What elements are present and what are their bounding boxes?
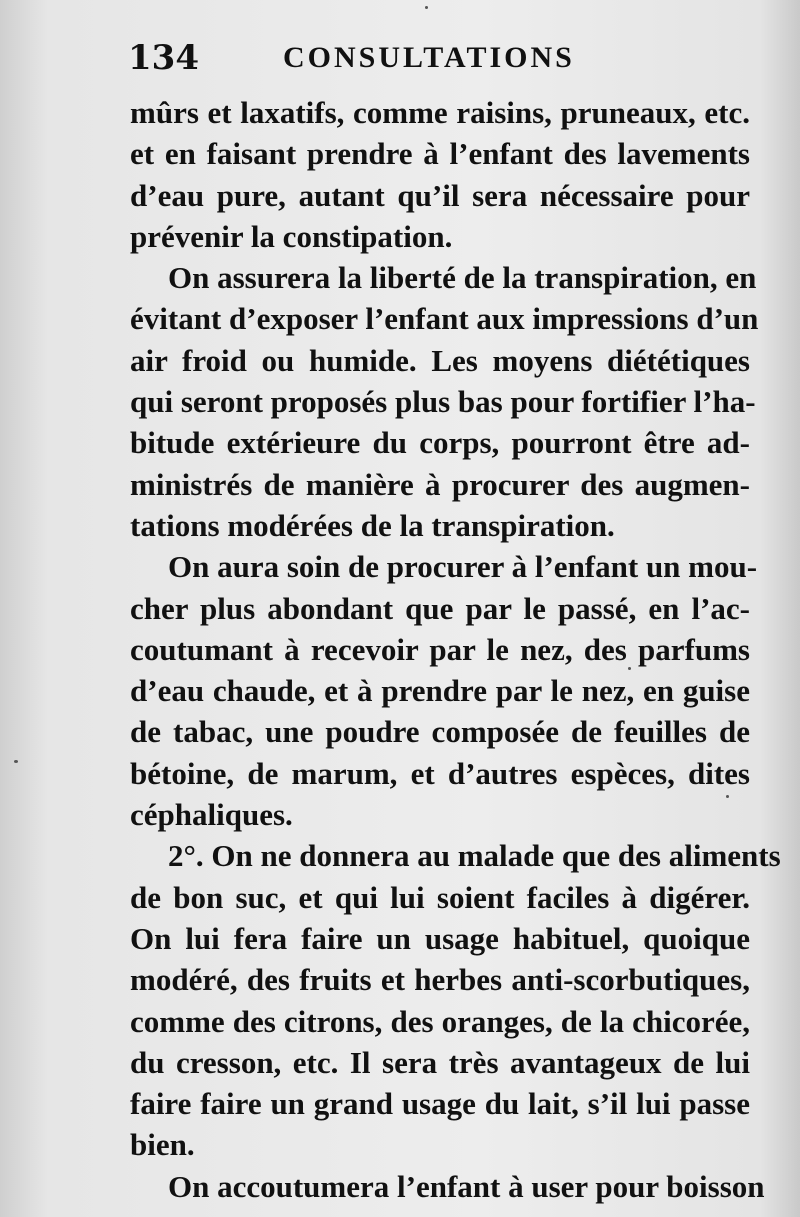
text-line: On accoutumera l’enfant à user pour boisson <box>168 1168 765 1204</box>
text-line: qui seront proposés plus bas pour fortifier l’ha- <box>130 384 756 420</box>
text-line: et en faisant prendre à l’enfant des lavements <box>130 136 750 172</box>
text-line: air froid ou humide. Les moyens diététiques <box>130 342 750 378</box>
text-line: 2°. On ne donnera au malade que des aliments <box>168 838 781 874</box>
text-line: On assurera la liberté de la transpiration, en <box>168 260 757 296</box>
ink-speck <box>726 795 729 798</box>
text-line: comme des citrons, des oranges, de la chicorée, <box>130 1003 750 1039</box>
page-number: 134 <box>128 38 199 78</box>
text-line: prévenir la constipation. <box>130 218 453 254</box>
text-line: On lui fera faire un usage habituel, quoique <box>130 920 750 956</box>
text-line: bien. <box>130 1127 195 1163</box>
text-line: On aura soin de procurer à l’enfant un mou- <box>168 549 758 585</box>
text-line: céphaliques. <box>130 797 293 833</box>
text-line: d’eau pure, autant qu’il sera nécessaire pour <box>130 177 750 213</box>
text-line: bitude extérieure du corps, pourront être ad- <box>130 425 750 461</box>
text-line: cher plus abondant que par le passé, en l’ac- <box>130 590 750 626</box>
text-line: coutumant à recevoir par le nez, des parfums <box>130 631 750 667</box>
running-head: CONSULTATIONS <box>283 41 575 74</box>
page-header <box>128 36 748 86</box>
ink-speck <box>14 760 18 763</box>
text-line: tations modérées de la transpiration. <box>130 507 615 543</box>
text-line: faire faire un grand usage du lait, s’il lui passe <box>130 1086 750 1122</box>
body-text <box>130 92 781 1207</box>
text-line: bétoine, de marum, et d’autres espèces, dites <box>130 755 750 791</box>
text-line: ministrés de manière à procurer des augmen- <box>130 466 750 502</box>
text-line: mûrs et laxatifs, comme raisins, pruneaux, etc. <box>130 95 750 130</box>
text-line: évitant d’exposer l’enfant aux impressions d’un <box>130 301 759 337</box>
text-line: de bon suc, et qui lui soient faciles à digérer. <box>130 879 750 915</box>
text-line: d’eau chaude, et à prendre par le nez, en guise <box>130 673 750 709</box>
ink-speck <box>425 6 428 9</box>
text-line: modéré, des fruits et herbes anti-scorbutiques, <box>130 962 750 998</box>
ink-speck <box>628 667 631 670</box>
text-line: du cresson, etc. Il sera très avantageux de lui <box>130 1044 750 1080</box>
text-line: de tabac, une poudre composée de feuilles de <box>130 714 750 750</box>
